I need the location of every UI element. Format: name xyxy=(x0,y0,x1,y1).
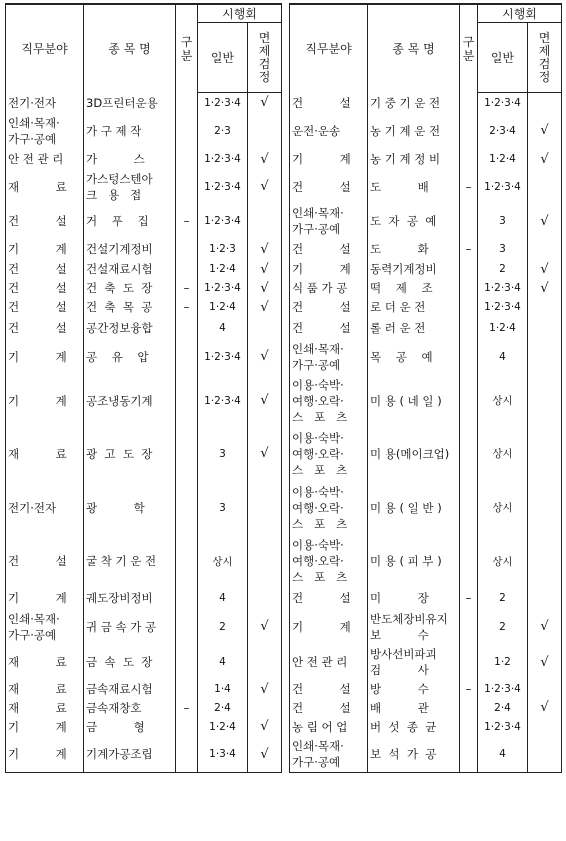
category-cell xyxy=(460,609,478,645)
exempt-check-cell xyxy=(248,481,282,535)
field-cell: 인쇄·목재· 가구·공예 xyxy=(6,113,84,149)
exempt-check-cell: √ xyxy=(248,93,282,113)
field-cell: 건 설 xyxy=(6,279,84,298)
category-cell xyxy=(176,717,198,737)
item-name-cell: 미 장 xyxy=(368,588,460,609)
table-row xyxy=(6,535,282,588)
item-name-cell: 3D프린터운용 xyxy=(84,93,176,113)
field-cell: 식 품 가 공 xyxy=(290,279,368,298)
category-cell xyxy=(460,279,478,298)
category-cell: – xyxy=(460,588,478,609)
table-row xyxy=(290,588,562,609)
field-cell: 전기·전자 xyxy=(6,481,84,535)
exempt-check-cell xyxy=(528,170,562,204)
exam-rounds-cell: 4 xyxy=(478,339,528,375)
item-name-cell: 반도체장비유지 보 수 xyxy=(368,609,460,645)
table-row xyxy=(6,317,282,339)
exempt-check-cell: √ xyxy=(248,170,282,204)
item-name-cell: 거 푸 집 xyxy=(84,204,176,239)
table-row xyxy=(6,737,282,773)
table-row xyxy=(6,609,282,645)
exam-rounds-cell: 1·2·3·4 xyxy=(478,717,528,737)
table-row xyxy=(6,717,282,737)
table-row xyxy=(6,427,282,481)
exam-rounds-cell: 상시 xyxy=(478,427,528,481)
field-cell: 건 설 xyxy=(290,680,368,699)
exam-rounds-cell: 2 xyxy=(478,588,528,609)
table-row xyxy=(6,279,282,298)
table-row xyxy=(290,680,562,699)
item-name-cell: 광 고 도 장 xyxy=(84,427,176,481)
exam-rounds-cell: 1·2·3 xyxy=(198,239,248,260)
field-cell: 안 전 관 리 xyxy=(290,645,368,680)
table-row xyxy=(290,260,562,279)
exam-rounds-cell: 1·4 xyxy=(198,680,248,699)
field-cell: 재 료 xyxy=(6,645,84,680)
category-cell xyxy=(176,93,198,113)
category-cell xyxy=(176,170,198,204)
category-cell: – xyxy=(176,204,198,239)
item-name-cell: 미 용 ( 네 일 ) xyxy=(368,375,460,427)
item-name-cell: 가 구 제 작 xyxy=(84,113,176,149)
category-cell xyxy=(176,680,198,699)
table-row xyxy=(6,481,282,535)
category-cell xyxy=(460,535,478,588)
field-cell: 재 료 xyxy=(6,427,84,481)
category-cell xyxy=(460,427,478,481)
exempt-check-cell xyxy=(528,339,562,375)
category-cell xyxy=(460,737,478,773)
exempt-check-cell xyxy=(248,699,282,717)
field-cell: 건 설 xyxy=(290,298,368,317)
exempt-check-cell: √ xyxy=(528,699,562,717)
header-general: 일반 xyxy=(198,23,248,93)
category-cell xyxy=(176,239,198,260)
category-cell xyxy=(176,535,198,588)
exam-rounds-cell: 상시 xyxy=(478,481,528,535)
exempt-check-cell: √ xyxy=(248,239,282,260)
item-name-cell: 귀 금 속 가 공 xyxy=(84,609,176,645)
item-name-cell: 가 스 xyxy=(84,149,176,170)
header-field: 직무분야 xyxy=(6,4,84,93)
item-name-cell: 보 석 가 공 xyxy=(368,737,460,773)
exam-rounds-cell: 1·2·3·4 xyxy=(198,279,248,298)
exam-rounds-cell: 2 xyxy=(198,609,248,645)
exempt-check-cell xyxy=(528,717,562,737)
category-cell xyxy=(460,204,478,239)
table-row xyxy=(6,113,282,149)
category-cell xyxy=(460,317,478,339)
category-cell xyxy=(176,375,198,427)
field-cell: 건 설 xyxy=(290,239,368,260)
header-category: 구 분 xyxy=(176,4,198,93)
table-row xyxy=(6,680,282,699)
table-row xyxy=(290,481,562,535)
exam-rounds-cell: 1·2·3·4 xyxy=(198,375,248,427)
exam-rounds-cell: 2·3 xyxy=(198,113,248,149)
category-cell xyxy=(460,375,478,427)
field-cell: 운전·운송 xyxy=(290,113,368,149)
header-general: 일반 xyxy=(478,23,528,93)
category-cell xyxy=(460,699,478,717)
item-name-cell: 배 관 xyxy=(368,699,460,717)
exam-rounds-cell: 1·2·4 xyxy=(198,260,248,279)
table-row xyxy=(290,279,562,298)
table-row xyxy=(290,737,562,773)
exam-rounds-cell: 상시 xyxy=(198,535,248,588)
exempt-check-cell xyxy=(528,588,562,609)
exam-rounds-cell: 2·4 xyxy=(478,699,528,717)
field-cell: 건 설 xyxy=(290,699,368,717)
header-exam-rounds: 시행회 xyxy=(198,4,282,23)
exam-rounds-cell: 1·2 xyxy=(478,645,528,680)
item-name-cell: 농 기 계 운 전 xyxy=(368,113,460,149)
field-cell: 안 전 관 리 xyxy=(6,149,84,170)
exam-rounds-cell: 4 xyxy=(198,317,248,339)
field-cell: 인쇄·목재· 가구·공예 xyxy=(6,609,84,645)
category-cell xyxy=(460,260,478,279)
exempt-check-cell: √ xyxy=(528,279,562,298)
left-exam-table xyxy=(5,3,282,773)
exam-rounds-cell: 1·2·3·4 xyxy=(478,298,528,317)
exam-rounds-cell: 4 xyxy=(478,737,528,773)
field-cell: 재 료 xyxy=(6,699,84,717)
table-row xyxy=(290,170,562,204)
exam-rounds-cell: 2·3·4 xyxy=(478,113,528,149)
item-name-cell: 굴 착 기 운 전 xyxy=(84,535,176,588)
table-row xyxy=(290,375,562,427)
item-name-cell: 미 용 ( 피 부 ) xyxy=(368,535,460,588)
table-row xyxy=(290,149,562,170)
item-name-cell: 금 속 도 장 xyxy=(84,645,176,680)
exempt-check-cell xyxy=(528,375,562,427)
exam-rounds-cell: 1·2·3·4 xyxy=(198,149,248,170)
item-name-cell: 기 중 기 운 전 xyxy=(368,93,460,113)
exam-rounds-cell: 1·2·3·4 xyxy=(478,93,528,113)
field-cell: 기 계 xyxy=(6,239,84,260)
table-row xyxy=(290,239,562,260)
table-row xyxy=(6,588,282,609)
item-name-cell: 롤 러 운 전 xyxy=(368,317,460,339)
table-row xyxy=(6,699,282,717)
item-name-cell: 궤도장비정비 xyxy=(84,588,176,609)
exempt-check-cell: √ xyxy=(248,717,282,737)
field-cell: 건 설 xyxy=(290,93,368,113)
item-name-cell: 공조냉동기계 xyxy=(84,375,176,427)
exam-rounds-cell: 2·4 xyxy=(198,699,248,717)
exempt-check-cell: √ xyxy=(528,609,562,645)
category-cell xyxy=(176,609,198,645)
field-cell: 기 계 xyxy=(6,737,84,773)
exempt-check-cell: √ xyxy=(248,737,282,773)
exempt-check-cell: √ xyxy=(248,279,282,298)
item-name-cell: 도 배 xyxy=(368,170,460,204)
field-cell: 기 계 xyxy=(290,149,368,170)
category-cell: – xyxy=(176,298,198,317)
item-name-cell: 동력기계정비 xyxy=(368,260,460,279)
table-row xyxy=(290,204,562,239)
exempt-check-cell xyxy=(248,204,282,239)
exempt-check-cell: √ xyxy=(248,680,282,699)
exam-rounds-cell: 4 xyxy=(198,588,248,609)
table-row xyxy=(6,645,282,680)
item-name-cell: 도 화 xyxy=(368,239,460,260)
exam-rounds-cell: 1·2·3·4 xyxy=(198,204,248,239)
category-cell xyxy=(176,149,198,170)
table-row xyxy=(290,609,562,645)
exempt-check-cell xyxy=(528,239,562,260)
category-cell xyxy=(176,339,198,375)
field-cell: 건 설 xyxy=(6,298,84,317)
field-cell: 건 설 xyxy=(6,317,84,339)
field-cell: 건 설 xyxy=(6,535,84,588)
category-cell xyxy=(176,427,198,481)
exam-rounds-cell: 3 xyxy=(198,427,248,481)
field-cell: 건 설 xyxy=(290,588,368,609)
exam-rounds-cell: 1·2·4 xyxy=(478,149,528,170)
exam-rounds-cell: 1·2·4 xyxy=(198,298,248,317)
exempt-check-cell: √ xyxy=(528,645,562,680)
category-cell xyxy=(176,588,198,609)
exempt-check-cell xyxy=(528,427,562,481)
item-name-cell: 미 용(메이크업) xyxy=(368,427,460,481)
category-cell xyxy=(176,317,198,339)
item-name-cell: 건 축 도 장 xyxy=(84,279,176,298)
category-cell xyxy=(460,481,478,535)
exam-rounds-cell: 2 xyxy=(478,609,528,645)
table-row xyxy=(6,170,282,204)
table-row xyxy=(290,93,562,113)
item-name-cell: 공 유 압 xyxy=(84,339,176,375)
table-row xyxy=(290,339,562,375)
header-exempt: 면 제 검 정 xyxy=(248,23,282,93)
exam-rounds-cell: 1·2·3·4 xyxy=(478,170,528,204)
header-name: 종 목 명 xyxy=(84,4,176,93)
category-cell: – xyxy=(176,699,198,717)
category-cell xyxy=(460,113,478,149)
header-name: 종 목 명 xyxy=(368,4,460,93)
exempt-check-cell xyxy=(528,481,562,535)
item-name-cell: 건 축 목 공 xyxy=(84,298,176,317)
right-exam-table xyxy=(289,3,562,773)
item-name-cell: 미 용 ( 일 반 ) xyxy=(368,481,460,535)
exam-rounds-cell: 1·2·3·4 xyxy=(198,93,248,113)
exempt-check-cell: √ xyxy=(248,260,282,279)
exempt-check-cell: √ xyxy=(248,427,282,481)
exam-rounds-cell: 4 xyxy=(198,645,248,680)
field-cell: 이용·숙박· 여행·오락· 스 포 츠 xyxy=(290,535,368,588)
exam-rounds-cell: 3 xyxy=(198,481,248,535)
item-name-cell: 금속재료시험 xyxy=(84,680,176,699)
exempt-check-cell: √ xyxy=(528,149,562,170)
exam-rounds-cell: 1·2·3·4 xyxy=(478,680,528,699)
table-row xyxy=(6,149,282,170)
exempt-check-cell: √ xyxy=(528,204,562,239)
category-cell xyxy=(176,260,198,279)
exam-rounds-cell: 1·2·4 xyxy=(198,717,248,737)
item-name-cell: 금속재창호 xyxy=(84,699,176,717)
category-cell xyxy=(460,298,478,317)
item-name-cell: 로 더 운 전 xyxy=(368,298,460,317)
field-cell: 이용·숙박· 여행·오락· 스 포 츠 xyxy=(290,375,368,427)
field-cell: 기 계 xyxy=(6,717,84,737)
exam-rounds-cell: 1·2·3·4 xyxy=(198,339,248,375)
field-cell: 건 설 xyxy=(290,317,368,339)
field-cell: 재 료 xyxy=(6,680,84,699)
header-category: 구 분 xyxy=(460,4,478,93)
category-cell xyxy=(176,737,198,773)
field-cell: 건 설 xyxy=(290,170,368,204)
exempt-check-cell xyxy=(528,680,562,699)
table-row xyxy=(290,535,562,588)
item-name-cell: 건설기계정비 xyxy=(84,239,176,260)
item-name-cell: 공간정보융합 xyxy=(84,317,176,339)
exempt-check-cell: √ xyxy=(248,149,282,170)
field-cell: 건 설 xyxy=(6,204,84,239)
category-cell xyxy=(460,339,478,375)
exempt-check-cell xyxy=(528,93,562,113)
item-name-cell: 금 형 xyxy=(84,717,176,737)
category-cell xyxy=(460,93,478,113)
item-name-cell: 가스텅스텐아 크 용 접 xyxy=(84,170,176,204)
exempt-check-cell xyxy=(248,588,282,609)
exempt-check-cell xyxy=(528,298,562,317)
exam-rounds-cell: 2 xyxy=(478,260,528,279)
table-row xyxy=(6,375,282,427)
category-cell xyxy=(460,149,478,170)
exempt-check-cell xyxy=(528,737,562,773)
category-cell xyxy=(176,481,198,535)
table-row xyxy=(290,645,562,680)
exam-rounds-cell: 1·2·3·4 xyxy=(198,170,248,204)
field-cell: 인쇄·목재· 가구·공예 xyxy=(290,737,368,773)
field-cell: 재 료 xyxy=(6,170,84,204)
exam-rounds-cell: 상시 xyxy=(478,375,528,427)
exempt-check-cell: √ xyxy=(528,260,562,279)
field-cell: 농 림 어 업 xyxy=(290,717,368,737)
exempt-check-cell xyxy=(248,645,282,680)
field-cell: 이용·숙박· 여행·오락· 스 포 츠 xyxy=(290,481,368,535)
item-name-cell: 방 수 xyxy=(368,680,460,699)
item-name-cell: 건설재료시험 xyxy=(84,260,176,279)
table-row xyxy=(6,239,282,260)
category-cell: – xyxy=(460,680,478,699)
category-cell xyxy=(176,645,198,680)
header-exempt: 면 제 검 정 xyxy=(528,23,562,93)
exempt-check-cell: √ xyxy=(248,339,282,375)
header-field: 직무분야 xyxy=(290,4,368,93)
category-cell: – xyxy=(460,239,478,260)
exam-rounds-cell: 1·2·3·4 xyxy=(478,279,528,298)
table-row xyxy=(6,298,282,317)
table-row xyxy=(6,204,282,239)
table-row xyxy=(290,298,562,317)
table-row xyxy=(6,93,282,113)
exempt-check-cell: √ xyxy=(248,298,282,317)
field-cell: 기 계 xyxy=(6,339,84,375)
category-cell: – xyxy=(176,279,198,298)
table-row xyxy=(290,317,562,339)
item-name-cell: 광 학 xyxy=(84,481,176,535)
category-cell: – xyxy=(460,170,478,204)
item-name-cell: 기계가공조립 xyxy=(84,737,176,773)
exempt-check-cell xyxy=(528,317,562,339)
item-name-cell: 떡 제 조 xyxy=(368,279,460,298)
category-cell xyxy=(460,645,478,680)
exam-rounds-cell: 상시 xyxy=(478,535,528,588)
category-cell xyxy=(176,113,198,149)
table-row xyxy=(290,427,562,481)
item-name-cell: 방사선비파괴 검 사 xyxy=(368,645,460,680)
table-row xyxy=(6,339,282,375)
table-row xyxy=(290,717,562,737)
field-cell: 전기·전자 xyxy=(6,93,84,113)
field-cell: 인쇄·목재· 가구·공예 xyxy=(290,339,368,375)
item-name-cell: 목 공 예 xyxy=(368,339,460,375)
field-cell: 기 계 xyxy=(6,588,84,609)
exempt-check-cell xyxy=(248,317,282,339)
field-cell: 기 계 xyxy=(290,609,368,645)
exempt-check-cell: √ xyxy=(528,113,562,149)
field-cell: 건 설 xyxy=(6,260,84,279)
field-cell: 인쇄·목재· 가구·공예 xyxy=(290,204,368,239)
exempt-check-cell: √ xyxy=(248,375,282,427)
table-row xyxy=(290,113,562,149)
exam-rounds-cell: 3 xyxy=(478,204,528,239)
field-cell: 기 계 xyxy=(6,375,84,427)
table-row xyxy=(290,699,562,717)
field-cell: 이용·숙박· 여행·오락· 스 포 츠 xyxy=(290,427,368,481)
item-name-cell: 농 기 계 정 비 xyxy=(368,149,460,170)
category-cell xyxy=(460,717,478,737)
exempt-check-cell: √ xyxy=(248,609,282,645)
exam-rounds-cell: 1·3·4 xyxy=(198,737,248,773)
exempt-check-cell xyxy=(248,535,282,588)
exempt-check-cell xyxy=(248,113,282,149)
item-name-cell: 버 섯 종 균 xyxy=(368,717,460,737)
exempt-check-cell xyxy=(528,535,562,588)
field-cell: 기 계 xyxy=(290,260,368,279)
table-row xyxy=(6,260,282,279)
exam-rounds-cell: 1·2·4 xyxy=(478,317,528,339)
item-name-cell: 도 자 공 예 xyxy=(368,204,460,239)
exam-rounds-cell: 3 xyxy=(478,239,528,260)
header-exam-rounds: 시행회 xyxy=(478,4,562,23)
